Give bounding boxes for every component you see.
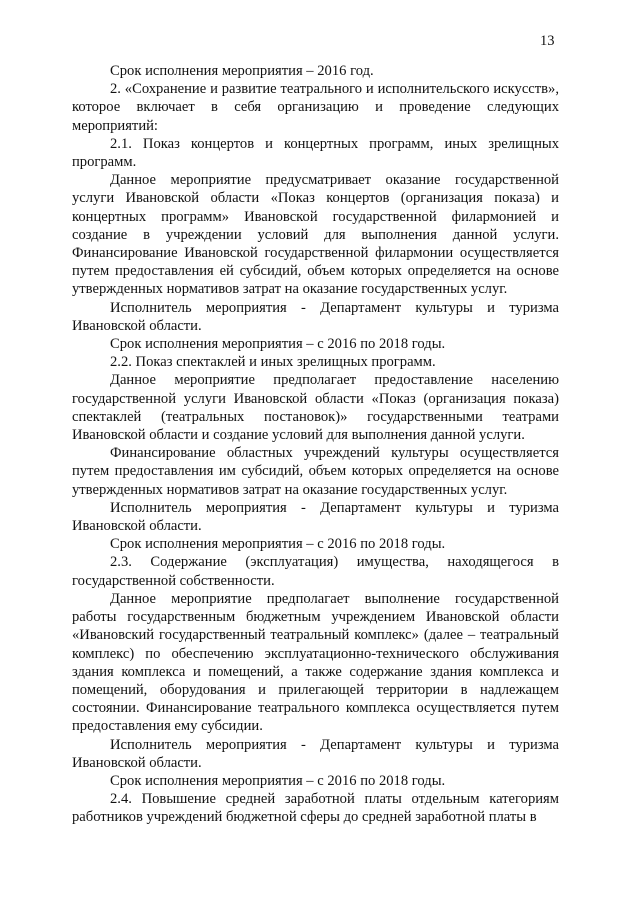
paragraph-item-2-3-description: Данное мероприятие предполагает выполнение государственной работы государственным бюджетным учреждением Ивановской области «Ивановский государственный театральный комплекс» (далее – театральный комплекс) по обеспечению эксплуатационно-технического обслуживания здания комплекса и помещений, а также содержание здания комплекса и помещений, оборудования и прилегающей территории в надлежащем состоянии. Финансирование театрального комплекса осуществляется путем предоставления ему субсидии. (72, 590, 559, 735)
paragraph-item-2-2-deadline: Срок исполнения мероприятия – с 2016 по 2018 годы. (110, 536, 446, 553)
paragraph-section-2-intro: 2. «Сохранение и развитие театрального и исполнительского искусств», которое включает в себя организацию и проведение следующих мероприятий: (72, 81, 559, 134)
paragraph-item-2-2-financing: Финансирование областных учреждений культуры осуществляется путем предоставления им субсидий, объем которых определяется на основе утвержденных нормативов затрат на оказание государственных услуг. (72, 445, 559, 498)
page-number: 13 (540, 33, 555, 49)
document-body (72, 62, 559, 827)
paragraph-item-2-4-title: 2.4. Повышение средней заработной платы отдельным категориям работников учреждений бюджетной сферы до средней заработной платы в (72, 791, 559, 826)
paragraph-item-2-1-deadline: Срок исполнения мероприятия – с 2016 по 2018 годы. (110, 336, 446, 353)
paragraph-item-2-2-title: 2.2. Показ спектаклей и иных зрелищных программ. (110, 354, 436, 371)
paragraph-item-2-2-description: Данное мероприятие предполагает предоставление населению государственной услуги Ивановской области «Показ (организация показа) спектаклей (театральных постановок)» государственными театрами Ивановской области и создание условий для выполнения данной услуги. (72, 372, 559, 444)
paragraph-deadline-2016: Срок исполнения мероприятия – 2016 год. (110, 63, 374, 79)
paragraph-item-2-3-title: 2.3. Содержание (эксплуатация) имущества, находящегося в государственной собственности. (72, 554, 559, 589)
paragraph-item-2-3-executor: Исполнитель мероприятия - Департамент культуры и туризма Ивановской области. (72, 736, 559, 771)
paragraph-item-2-1-title: 2.1. Показ концертов и концертных программ, иных зрелищных программ. (72, 135, 559, 171)
paragraph-item-2-1-executor: Исполнитель мероприятия - Департамент культуры и туризма Ивановской области. (72, 299, 559, 334)
paragraph-item-2-2-executor: Исполнитель мероприятия - Департамент культуры и туризма Ивановской области. (72, 499, 559, 535)
paragraph-item-2-1-description: Данное мероприятие предусматривает оказание государственной услуги Ивановской области «Показ концертов (организация показа) и концертных программ» Ивановской государственной филармонией и создание в учреждении условий для выполнения данной услуги. Финансирование Ивановской государственной филармонии осуществляется путем предоставления ей субсидий, объем которых определяется на основе утвержденных нормативов затрат на оказание государственных услуг. (72, 172, 559, 298)
paragraph-item-2-3-deadline: Срок исполнения мероприятия – с 2016 по 2018 годы. (110, 772, 446, 789)
